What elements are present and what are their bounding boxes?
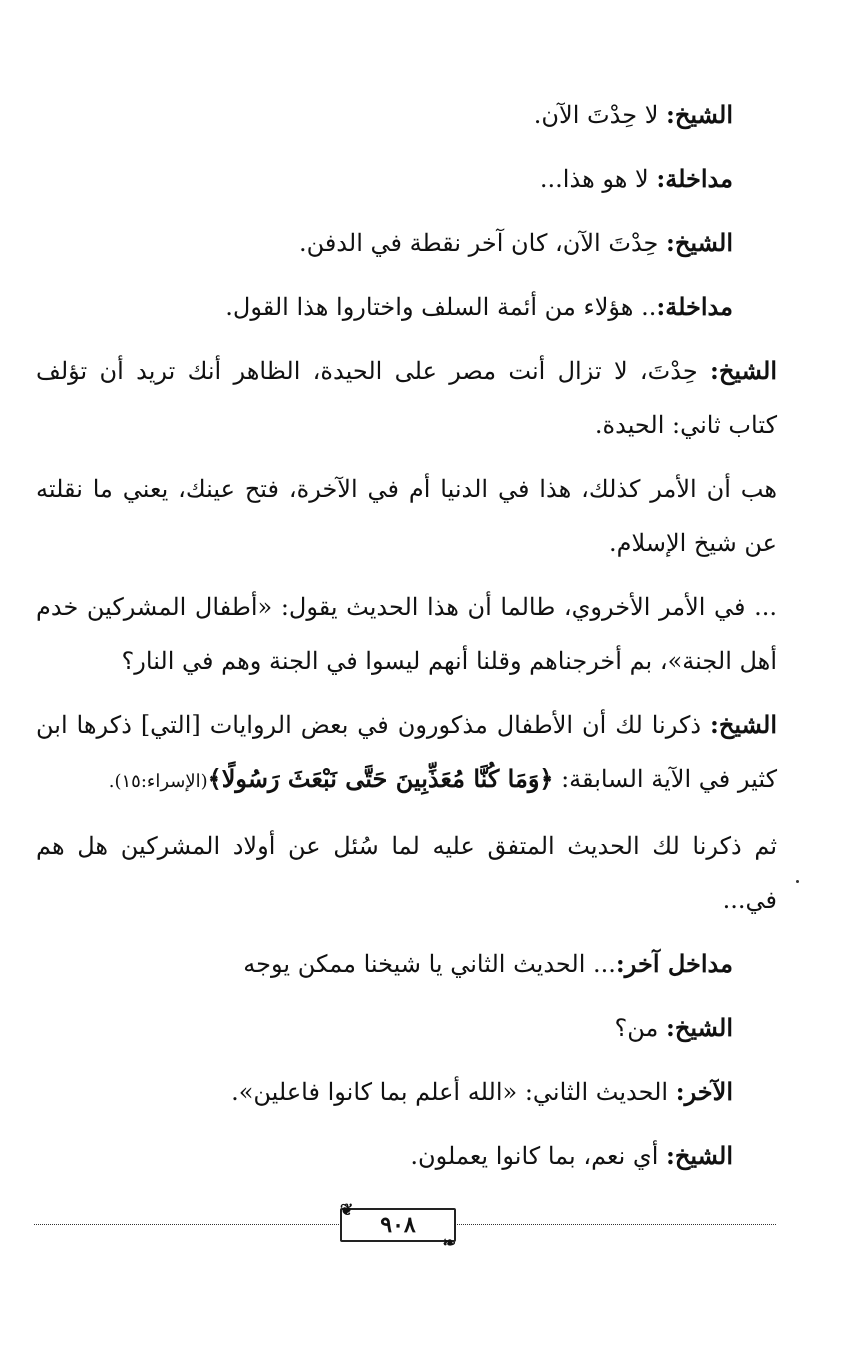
- paragraph-8: [36, 698, 777, 809]
- paragraph-text: من؟: [614, 1014, 667, 1042]
- speaker-label: الشيخ:: [666, 1013, 733, 1042]
- paragraph-text: لا حِدْتَ الآن.: [533, 101, 667, 129]
- paragraph-10: [36, 937, 777, 991]
- paragraph-text: أي نعم، بما كانوا يعملون.: [410, 1142, 667, 1170]
- speaker-label: الشيخ:: [666, 228, 733, 257]
- paragraph-9: [36, 819, 777, 927]
- speaker-label: الآخر:: [675, 1077, 733, 1106]
- paragraph-6: [36, 462, 777, 570]
- paragraph-1: [36, 88, 777, 142]
- speaker-label: الشيخ:: [666, 1141, 733, 1170]
- speaker-label: الشيخ:: [710, 356, 777, 385]
- page-number-frame: [340, 1200, 456, 1252]
- verse-reference: (الإسراء:١٥).: [108, 771, 208, 792]
- stray-dot: [796, 880, 799, 883]
- page-number: ٩٠٨: [380, 1212, 416, 1238]
- paragraph-text: حِدْتَ الآن، كان آخر نقطة في الدفن.: [298, 229, 667, 257]
- page-footer: [34, 1200, 776, 1252]
- paragraph-text: ... في الأمر الأخروي، طالما أن هذا الحديث يقول: «أطفال المشركين خدم أهل الجنة»، بم أخرجناهم وقلنا أنهم ليسوا في الجنة وهم في النار؟: [36, 593, 777, 675]
- footer-rule-right: [454, 1224, 776, 1225]
- paragraph-4: [36, 280, 777, 334]
- paragraph-11: [36, 1001, 777, 1055]
- frame-ornament-icon: ❧: [442, 1233, 456, 1252]
- paragraph-text: لا هو هذا...: [539, 165, 657, 193]
- paragraph-text: حِدْتَ، لا تزال أنت مصر على الحيدة، الظاهر أنك تريد أن تؤلف كتاب ثاني: الحيدة.: [36, 357, 777, 439]
- paragraph-2: [36, 152, 777, 206]
- page-text: [36, 88, 777, 1193]
- paragraph-text: ذكرنا لك أن الأطفال مذكورون في بعض الروايات [التي] ذكرها ابن كثير في الآية السابقة:: [36, 711, 777, 793]
- paragraph-13: [36, 1129, 777, 1183]
- speaker-label: الشيخ:: [710, 710, 777, 739]
- frame-ornament-icon: ❦: [340, 1200, 354, 1219]
- paragraph-text: .. هؤلاء من أئمة السلف واختاروا هذا القول.: [225, 293, 657, 321]
- paragraph-3: [36, 216, 777, 270]
- paragraph-text: الحديث الثاني: «الله أعلم بما كانوا فاعلين».: [231, 1078, 676, 1106]
- footer-rule-left: [34, 1224, 339, 1225]
- paragraph-7: [36, 580, 777, 688]
- paragraph-12: [36, 1065, 777, 1119]
- quran-verse: ﴿وَمَا كُنَّا مُعَذِّبِينَ حَتَّى نَبْعَثَ رَسُولًا﴾: [207, 764, 554, 793]
- paragraph-text: ثم ذكرنا لك الحديث المتفق عليه لما سُئل عن أولاد المشركين هل هم في...: [36, 832, 777, 914]
- speaker-label: مداخلة:: [656, 164, 733, 193]
- paragraph-5: [36, 344, 777, 452]
- speaker-label: مداخلة:: [656, 292, 733, 321]
- speaker-label: الشيخ:: [666, 100, 733, 129]
- paragraph-text: هب أن الأمر كذلك، هذا في الدنيا أم في الآخرة، فتح عينك، يعني ما نقلته عن شيخ الإسلام.: [36, 475, 777, 557]
- paragraph-text: ... الحديث الثاني يا شيخنا ممكن يوجه: [243, 950, 616, 978]
- speaker-label: مداخل آخر:: [615, 949, 733, 978]
